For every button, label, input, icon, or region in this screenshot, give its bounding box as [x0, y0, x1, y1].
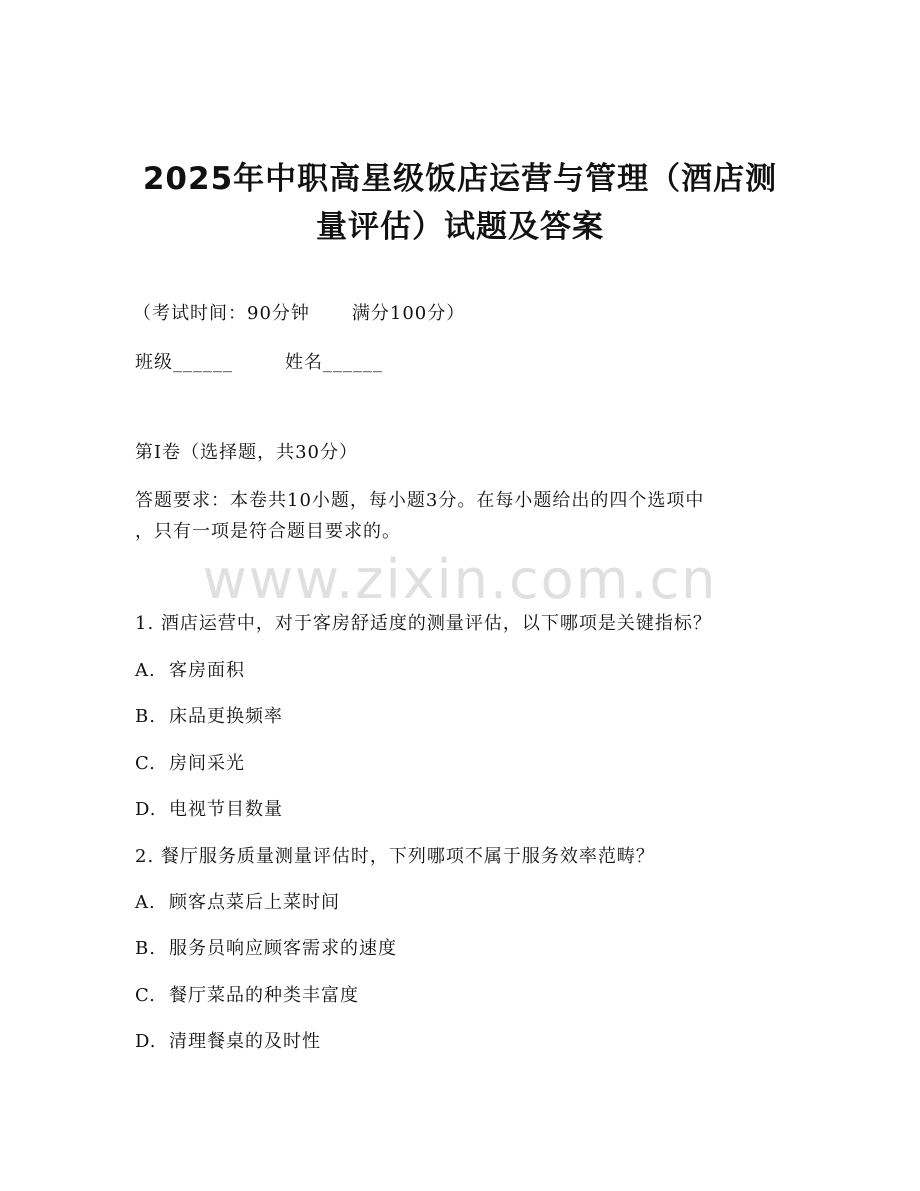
option-text: 清理餐桌的及时性 — [169, 1031, 321, 1052]
option-letter: D. — [135, 799, 157, 820]
question-2-option-c — [135, 983, 359, 1009]
question-2-stem: 2. 餐厅服务质量测量评估时，下列哪项不属于服务效率范畴？ — [135, 846, 655, 867]
option-text: 房间采光 — [169, 753, 245, 774]
option-letter: A. — [135, 892, 156, 913]
question-1-option-d — [135, 797, 283, 823]
question-2-option-a — [135, 890, 340, 916]
question-1-option-b — [135, 704, 283, 730]
option-text: 客房面积 — [169, 660, 245, 681]
question-1-stem: 1. 酒店运营中，对于客房舒适度的测量评估，以下哪项是关键指标？ — [135, 613, 712, 634]
question-1-option-a — [135, 658, 245, 684]
question-2-option-b — [135, 936, 397, 962]
exam-info — [133, 301, 465, 327]
instructions-line-1: 答题要求：本卷共10小题，每小题3分。在每小题给出的四个选项中 — [135, 490, 705, 511]
question-1-option-c — [135, 751, 245, 777]
class-field-label: 班级______ — [135, 352, 233, 373]
option-text: 服务员响应顾客需求的速度 — [169, 938, 397, 959]
exam-time: （考试时间：90分钟 — [133, 303, 310, 324]
option-letter: D. — [135, 1031, 157, 1052]
instructions-line-2: ，只有一项是符合题目要求的。 — [135, 521, 401, 542]
page-title-line-2: 量评估）试题及答案 — [316, 209, 604, 245]
name-field-label: 姓名______ — [285, 352, 383, 373]
option-text: 餐厅菜品的种类丰富度 — [169, 985, 359, 1006]
option-letter: B. — [135, 706, 156, 727]
watermark: www.zixin.com.cn — [202, 548, 718, 611]
page-title-line-1: 2025年中职高星级饭店运营与管理（酒店测 — [142, 161, 778, 197]
option-letter: C. — [135, 753, 156, 774]
option-letter: A. — [135, 660, 156, 681]
exam-score: 满分100分） — [351, 303, 466, 324]
option-letter: C. — [135, 985, 156, 1006]
option-letter: B. — [135, 938, 156, 959]
option-text: 床品更换频率 — [169, 706, 283, 727]
option-text: 电视节目数量 — [169, 799, 283, 820]
question-2-option-d — [135, 1029, 321, 1055]
student-info — [135, 350, 383, 376]
option-text: 顾客点菜后上菜时间 — [169, 892, 340, 913]
section-title: 第I卷（选择题，共30分） — [135, 442, 359, 463]
